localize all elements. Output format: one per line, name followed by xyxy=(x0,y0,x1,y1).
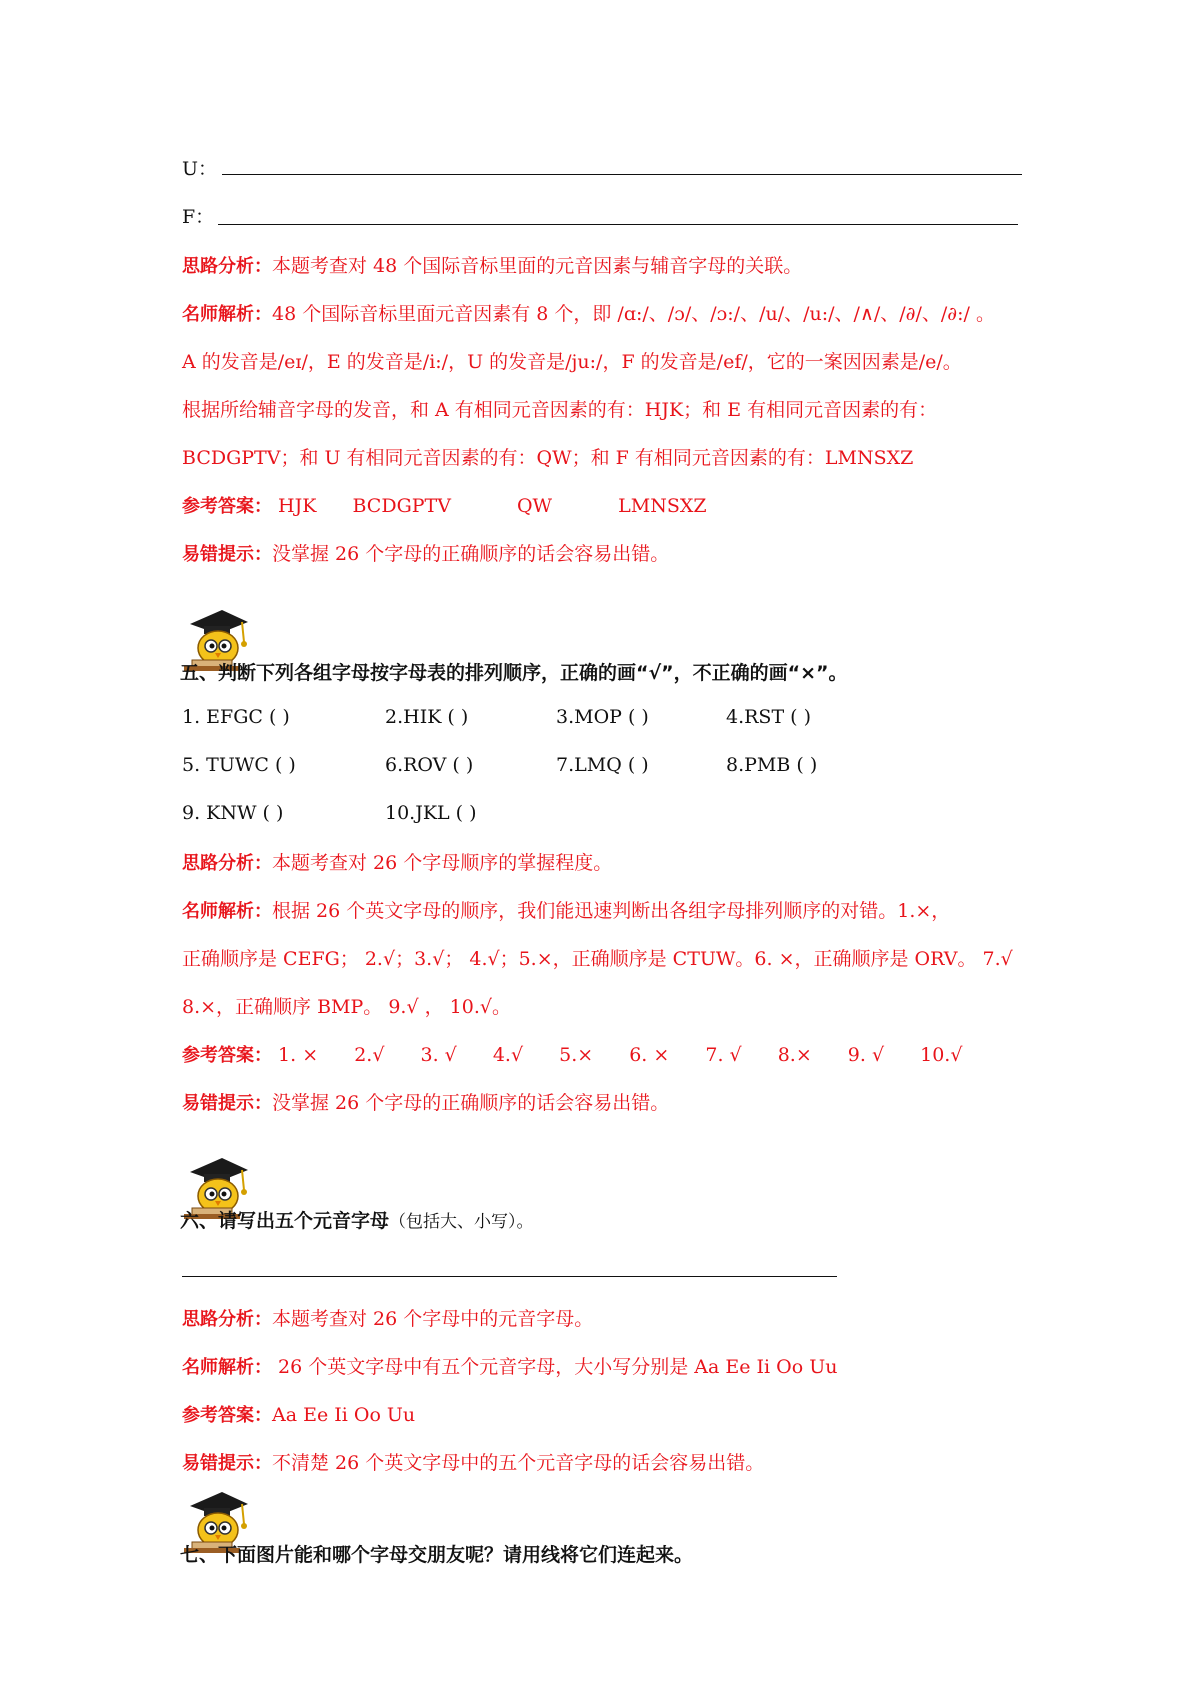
blank-f-label: F： xyxy=(182,206,215,228)
item-10[interactable]: 10.JKL ( ) xyxy=(385,802,477,824)
s6-analysis: 思路分析：本题考查对 26 个字母中的元音字母。 xyxy=(182,1308,594,1330)
answer-item: 10.√ xyxy=(920,1044,963,1066)
answer-item: LMNSXZ xyxy=(618,495,707,517)
s6-explain: 名师解析： 26 个英文字母中有五个元音字母，大小写分别是 Aa Ee Ii Oo Uu xyxy=(182,1356,838,1378)
section6-title: 六、请写出五个元音字母（包括大、小写）。 xyxy=(180,1210,534,1232)
section7-title: 七、下面图片能和哪个字母交朋友呢？请用线将它们连起来。 xyxy=(180,1544,694,1566)
answer-item: 4.√ xyxy=(492,1044,524,1066)
s6-answer: 参考答案：Aa Ee Ii Oo Uu xyxy=(182,1404,416,1426)
item-3[interactable]: 3.MOP ( ) xyxy=(556,706,649,728)
s4-explain-3: 根据所给辅音字母的发音，和 A 有相同元音因素的有：HJK；和 E 有相同元音因素的有： xyxy=(182,399,938,421)
s4-tip: 易错提示：没掌握 26 个字母的正确顺序的话会容易出错。 xyxy=(182,543,670,565)
item-1[interactable]: 1. EFGC ( ) xyxy=(182,706,290,728)
item-5[interactable]: 5. TUWC ( ) xyxy=(182,754,296,776)
answer-item: 2.√ xyxy=(354,1044,385,1066)
answer-item: BCDGPTV xyxy=(352,495,451,517)
s4-explain-1: 名师解析：48 个国际音标里面元音因素有 8 个，即 /ɑ:/、/ɔ/、/ɔ:/、/u/、/u:/、/∧/、/∂/、/∂:/ 。 xyxy=(182,303,995,325)
answer-item: 3. √ xyxy=(420,1044,457,1066)
answer-item: QW xyxy=(516,495,553,517)
answer-blank-line[interactable] xyxy=(182,1276,837,1277)
s4-explain-2: A 的发音是/eɪ/，E 的发音是/i:/，U 的发音是/ju:/，F 的发音是/ef/，它的一案因因素是/e/。 xyxy=(182,351,962,373)
s5-tip: 易错提示：没掌握 26 个字母的正确顺序的话会容易出错。 xyxy=(182,1092,670,1114)
s5-answer: 参考答案： 1. × 2.√ 3. √ 4.√ 5.× 6. × 7. √ 8.× 9. √ 10.√ xyxy=(182,1044,963,1066)
answer-item: 9. √ xyxy=(847,1044,885,1066)
item-2[interactable]: 2.HIK ( ) xyxy=(385,706,469,728)
item-4[interactable]: 4.RST ( ) xyxy=(726,706,812,728)
blank-u-line[interactable] xyxy=(222,174,1022,175)
s5-explain-2: 正确顺序是 CEFG； 2.√；3.√； 4.√；5.×，正确顺序是 CTUW。6. ×，正确顺序是 ORV。 7.√ xyxy=(182,948,1013,970)
s4-analysis: 思路分析：本题考查对 48 个国际音标里面的元音因素与辅音字母的关联。 xyxy=(182,255,803,277)
answer-item: 5.× xyxy=(559,1044,594,1066)
s6-tip: 易错提示：不清楚 26 个英文字母中的五个元音字母的话会容易出错。 xyxy=(182,1452,765,1474)
item-6[interactable]: 6.ROV ( ) xyxy=(385,754,474,776)
blank-f-line[interactable] xyxy=(218,224,1018,225)
answer-item: 8.× xyxy=(777,1044,812,1066)
item-9[interactable]: 9. KNW ( ) xyxy=(182,802,284,824)
section5-title: 五、判断下列各组字母按字母表的排列顺序，正确的画“√”，不正确的画“×”。 xyxy=(180,662,848,684)
item-8[interactable]: 8.PMB ( ) xyxy=(726,754,818,776)
answer-item: HJK xyxy=(278,495,317,517)
s5-analysis: 思路分析：本题考查对 26 个字母顺序的掌握程度。 xyxy=(182,852,613,874)
answer-item: 6. × xyxy=(629,1044,670,1066)
item-7[interactable]: 7.LMQ ( ) xyxy=(556,754,649,776)
s5-explain-1: 名师解析：根据 26 个英文字母的顺序，我们能迅速判断出各组字母排列顺序的对错。1.×， xyxy=(182,900,951,922)
s4-explain-4: BCDGPTV；和 U 有相同元音因素的有：QW；和 F 有相同元音因素的有：LMNSXZ xyxy=(182,447,914,469)
answer-item: 7. √ xyxy=(705,1044,742,1066)
answer-item: 1. × xyxy=(278,1044,319,1066)
blank-u-label: U： xyxy=(182,158,218,180)
s4-answer: 参考答案： HJK BCDGPTV QW LMNSXZ xyxy=(182,495,707,517)
s5-explain-3: 8.×，正确顺序 BMP。 9.√ ， 10.√。 xyxy=(182,996,511,1018)
